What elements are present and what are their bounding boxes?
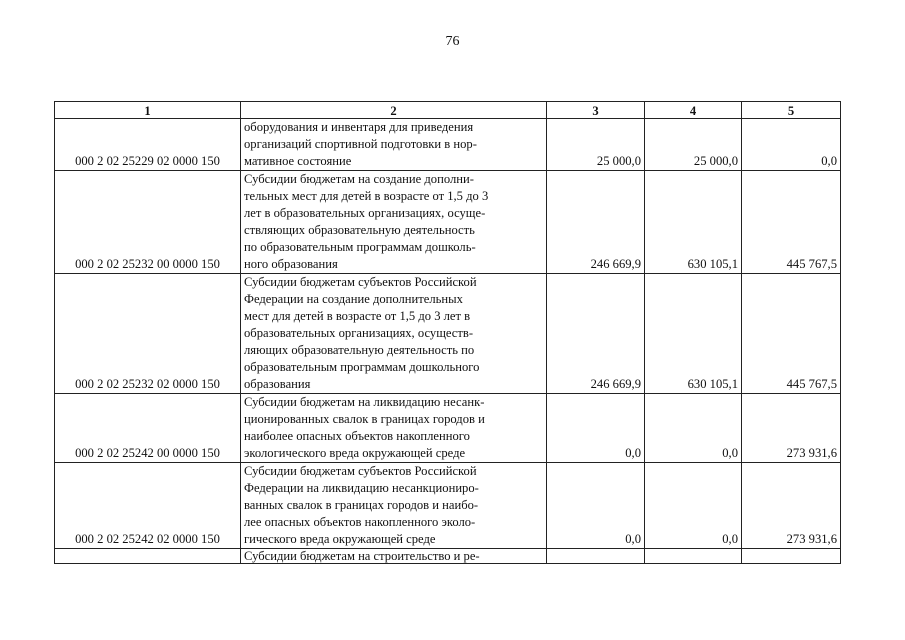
description-line: Федерации на создание дополнительных [244,292,463,306]
description-line: ционированных свалок в границах городов и [244,412,485,426]
description-line: образовательных организациях, осуществ- [244,326,474,340]
description-line: ствляющих образовательную деятельность [244,223,475,237]
empty-cell [547,549,645,564]
amount-col4-cell: 0,0 [645,394,742,463]
description-line: по образовательным программам дошколь- [244,240,476,254]
description-line: ляющих образовательную деятельность по [244,343,475,357]
column-header-5: 5 [742,102,841,119]
empty-cell [55,549,241,564]
description-cell [241,171,547,274]
amount-col3-cell: 246 669,9 [547,274,645,394]
description-line: ного образования [244,257,338,271]
table-row [55,171,841,274]
budget-code-cell: 000 2 02 25242 02 0000 150 [55,463,241,549]
description-line: мест для детей в возрасте от 1,5 до 3 лет в [244,309,471,323]
amount-col4-cell: 630 105,1 [645,171,742,274]
table-row [55,394,841,463]
empty-cell [742,549,841,564]
description-line: Субсидии бюджетам на создание дополни- [244,172,474,186]
description-cell [241,274,547,394]
description-line: оборудования и инвентаря для приведения [244,120,474,134]
amount-col4-cell: 25 000,0 [645,119,742,171]
amount-col5-cell: 445 767,5 [742,274,841,394]
description-line: Субсидии бюджетам субъектов Российской [244,275,477,289]
budget-code-cell: 000 2 02 25229 02 0000 150 [55,119,241,171]
description-line: тельных мест для детей в возрасте от 1,5 до 3 [244,189,489,203]
description-cell: Субсидии бюджетам на строительство и ре- [241,549,547,564]
column-header-2: 2 [241,102,547,119]
budget-table [54,101,841,564]
description-line: экологического вреда окружающей среде [244,446,466,460]
amount-col5-cell: 0,0 [742,119,841,171]
description-line: образования [244,377,311,391]
description-line: Субсидии бюджетам субъектов Российской [244,464,477,478]
description-line: лет в образовательных организациях, осуще- [244,206,486,220]
budget-code-cell: 000 2 02 25242 00 0000 150 [55,394,241,463]
description-cell [241,119,547,171]
table-header-row [55,102,841,119]
amount-col5-cell: 445 767,5 [742,171,841,274]
description-line: ванных свалок в границах городов и наибо- [244,498,479,512]
description-line: наиболее опасных объектов накопленного [244,429,470,443]
amount-col5-cell: 273 931,6 [742,463,841,549]
amount-col3-cell: 0,0 [547,463,645,549]
description-line: Субсидии бюджетам на ликвидацию несанк- [244,395,485,409]
description-line: организаций спортивной подготовки в нор- [244,137,477,151]
amount-col3-cell: 0,0 [547,394,645,463]
description-line: мативное состояние [244,154,352,168]
description-cell [241,394,547,463]
amount-col4-cell: 0,0 [645,463,742,549]
description-line: гического вреда окружающей среде [244,532,436,546]
page-number: 76 [445,34,460,49]
column-header-4: 4 [645,102,742,119]
budget-code-cell: 000 2 02 25232 02 0000 150 [55,274,241,394]
table-row [55,463,841,549]
table-row [55,119,841,171]
amount-col3-cell: 246 669,9 [547,171,645,274]
amount-col3-cell: 25 000,0 [547,119,645,171]
column-header-1: 1 [55,102,241,119]
description-line: Федерации на ликвидацию несанкциониро- [244,481,479,495]
column-header-3: 3 [547,102,645,119]
description-cell [241,463,547,549]
description-line: образовательным программам дошкольного [244,360,480,374]
description-line: лее опасных объектов накопленного эколо- [244,515,476,529]
table-row [55,274,841,394]
amount-col4-cell: 630 105,1 [645,274,742,394]
budget-code-cell: 000 2 02 25232 00 0000 150 [55,171,241,274]
amount-col5-cell: 273 931,6 [742,394,841,463]
empty-cell [645,549,742,564]
table-row-partial [55,549,841,564]
